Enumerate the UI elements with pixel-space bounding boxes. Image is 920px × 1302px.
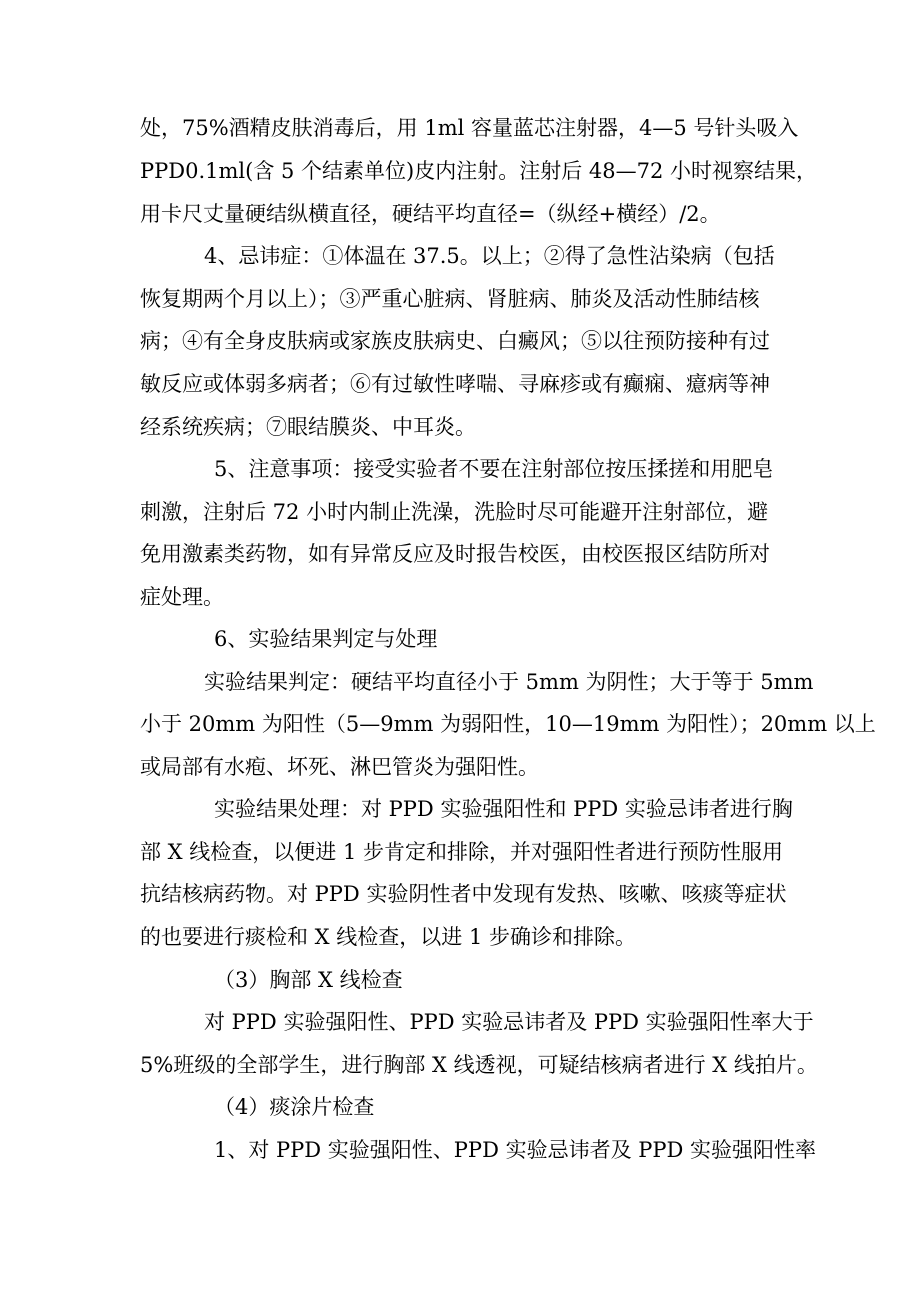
- section-heading: 6、实验结果判定与处理: [214, 627, 438, 651]
- text-line: 刺激，注射后 72 小时内制止洗澡，洗脸时尽可能避开注射部位，避: [140, 500, 769, 524]
- text-line: 5%班级的全部学生，进行胸部 X 线透视，可疑结核病者进行 X 线拍片。: [140, 1053, 818, 1077]
- text-line: 1、对 PPD 实验强阳性、PPD 实验忌讳者及 PPD 实验强阳性率: [214, 1138, 817, 1162]
- text-line: 敏反应或体弱多病者；⑥有过敏性哮喘、寻麻疹或有癫痫、癔病等神: [140, 372, 770, 396]
- text-line: 对 PPD 实验强阳性、PPD 实验忌讳者及 PPD 实验强阳性率大于: [204, 1010, 814, 1034]
- text-line: 症处理。: [140, 585, 224, 609]
- text-line: 的也要进行痰检和 X 线检查，以进 1 步确诊和排除。: [140, 925, 637, 949]
- text-line: 或局部有水疱、坏死、淋巴管炎为强阳性。: [140, 755, 539, 779]
- section-heading: （3）胸部 X 线检查: [214, 968, 403, 992]
- text-line: 病；④有全身皮肤病或家族皮肤病史、白癜风；⑤以往预防接种有过: [140, 329, 770, 353]
- text-line: 恢复期两个月以上）；③严重心脏病、肾脏病、肺炎及活动性肺结核: [140, 287, 760, 311]
- text-line: 免用激素类药物，如有异常反应及时报告校医，由校医报区结防所对: [140, 542, 770, 566]
- text-line: 用卡尺丈量硬结纵横直径，硬结平均直径=（纵经+横经）/2。: [140, 202, 721, 226]
- text-line: 处，75%酒精皮肤消毒后，用 1ml 容量蓝芯注射器，4—5 号针头吸入: [140, 116, 799, 140]
- text-line: PPD0.1ml(含 5 个结素单位)皮内注射。注射后 48—72 小时视察结果，: [140, 159, 818, 183]
- text-line: 实验结果处理：对 PPD 实验强阳性和 PPD 实验忌讳者进行胸: [214, 797, 793, 821]
- text-line: 4、忌讳症：①体温在 37.5。以上；②得了急性沾染病（包括: [204, 244, 775, 268]
- text-line: 实验结果判定：硬结平均直径小于 5mm 为阴性；大于等于 5mm: [204, 670, 814, 694]
- text-line: 小于 20mm 为阳性（5—9mm 为弱阳性，10—19mm 为阳性）；20mm 以上: [140, 712, 876, 736]
- text-line: 抗结核病药物。对 PPD 实验阴性者中发现有发热、咳嗽、咳痰等症状: [140, 882, 787, 906]
- section-heading: （4）痰涂片检查: [214, 1095, 375, 1119]
- text-line: 5、注意事项：接受实验者不要在注射部位按压揉搓和用肥皂: [214, 457, 774, 481]
- text-line: 经系统疾病；⑦眼结膜炎、中耳炎。: [140, 415, 476, 439]
- text-line: 部 X 线检查，以便进 1 步肯定和排除，并对强阳性者进行预防性服用: [140, 840, 784, 864]
